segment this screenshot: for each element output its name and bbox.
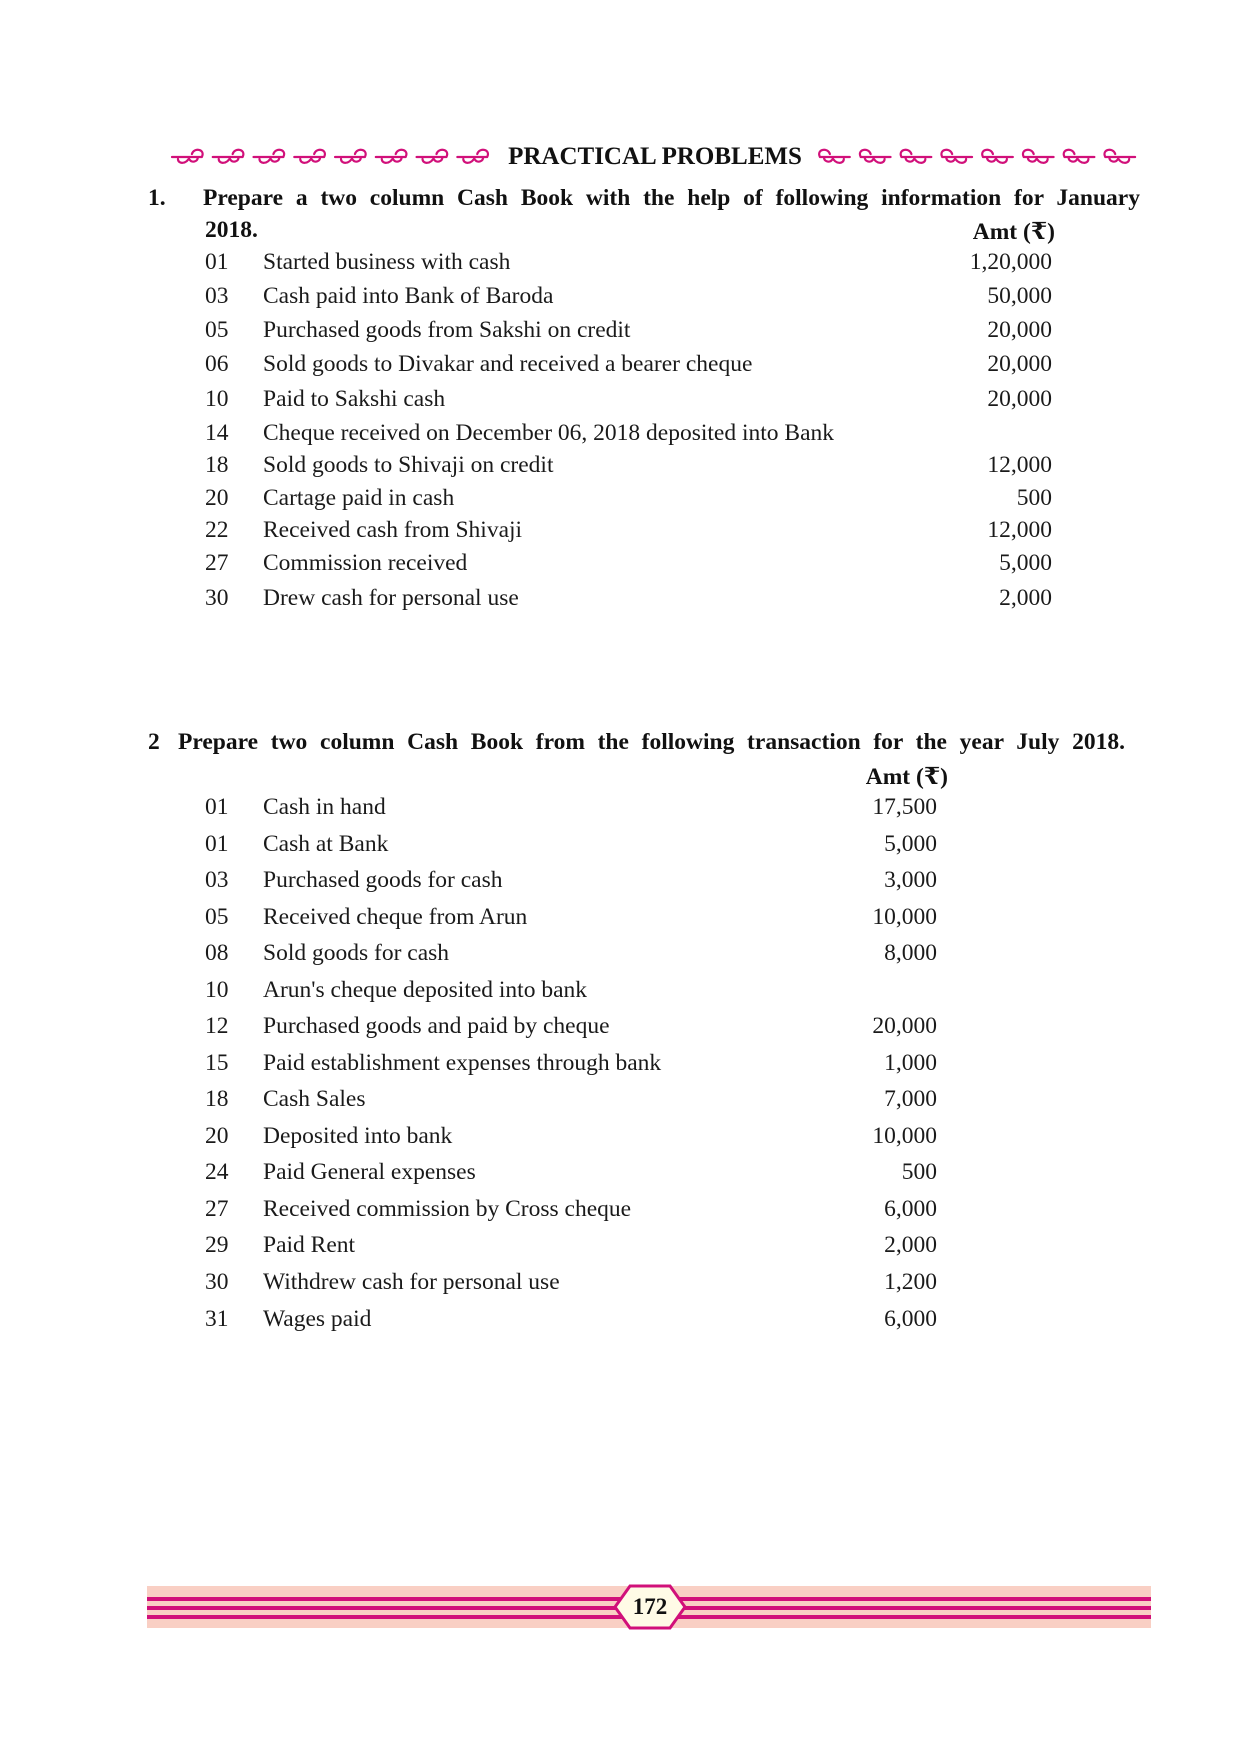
transaction-amount: 20,000 <box>987 386 1052 412</box>
transaction-date: 30 <box>205 585 229 611</box>
transaction-amount: 12,000 <box>987 517 1052 543</box>
problem-2-transaction-row <box>205 1155 937 1189</box>
transaction-description: Purchased goods from Sakshi on credit <box>263 317 631 343</box>
transaction-amount: 50,000 <box>987 283 1052 309</box>
problem-2-transaction-row <box>205 1082 937 1116</box>
transaction-description: Cash paid into Bank of Baroda <box>263 283 554 309</box>
problem-1-number: 1. <box>148 185 166 211</box>
transaction-amount: 10,000 <box>872 1123 937 1149</box>
transaction-amount: 20,000 <box>987 317 1052 343</box>
problem-2-transaction-row <box>205 1265 937 1299</box>
transaction-amount: 20,000 <box>872 1013 937 1039</box>
problem-2-transaction-row <box>205 900 937 934</box>
problem-2-amount-header: Amt (₹) <box>865 764 948 790</box>
transaction-amount: 20,000 <box>987 351 1052 377</box>
section-title: PRACTICAL PROBLEMS <box>508 143 802 170</box>
transaction-date: 27 <box>205 1196 229 1222</box>
transaction-description: Cheque received on December 06, 2018 deposited into Bank <box>263 420 835 446</box>
transaction-date: 05 <box>205 317 229 343</box>
transaction-description: Received commission by Cross cheque <box>263 1196 632 1222</box>
transaction-date: 03 <box>205 283 229 309</box>
problem-1-transaction-row <box>205 416 1052 450</box>
transaction-date: 01 <box>205 249 229 275</box>
problem-1-transaction-row <box>205 546 1052 580</box>
transaction-date: 20 <box>205 485 229 511</box>
transaction-amount: 1,200 <box>884 1269 937 1295</box>
transaction-description: Sold goods for cash <box>263 940 450 966</box>
transaction-description: Purchased goods and paid by cheque <box>263 1013 610 1039</box>
transaction-description: Drew cash for personal use <box>263 585 519 611</box>
problem-2-text: Prepare two column Cash Book from the following transaction for the year July 2018. <box>178 729 1125 755</box>
problem-2-number: 2 <box>148 729 160 755</box>
transaction-description: Withdrew cash for personal use <box>263 1269 560 1295</box>
transaction-date: 30 <box>205 1269 229 1295</box>
problem-1-transaction-row <box>205 448 1052 482</box>
transaction-description: Paid to Sakshi cash <box>263 386 446 412</box>
transaction-amount: 3,000 <box>884 867 937 893</box>
section-heading <box>170 140 1140 174</box>
transaction-description: Purchased goods for cash <box>263 867 503 893</box>
transaction-amount: 6,000 <box>884 1306 937 1332</box>
transaction-date: 29 <box>205 1232 229 1258</box>
transaction-description: Paid establishment expenses through bank <box>263 1050 662 1076</box>
transaction-description: Started business with cash <box>263 249 511 275</box>
scroll-ornament-right-icon <box>812 145 1140 169</box>
transaction-date: 22 <box>205 517 229 543</box>
transaction-amount: 10,000 <box>872 904 937 930</box>
transaction-amount: 2,000 <box>999 585 1052 611</box>
problem-2-transaction-row <box>205 936 937 970</box>
problem-2-transaction-row <box>205 790 937 824</box>
problem-1-text-continued: 2018. <box>205 217 258 243</box>
transaction-date: 18 <box>205 452 229 478</box>
problem-2-transaction-row <box>205 1119 937 1153</box>
transaction-amount: 5,000 <box>884 831 937 857</box>
transaction-amount: 17,500 <box>872 794 937 820</box>
transaction-date: 05 <box>205 904 229 930</box>
transaction-date: 27 <box>205 550 229 576</box>
transaction-date: 06 <box>205 351 229 377</box>
transaction-description: Arun's cheque deposited into bank <box>263 977 588 1003</box>
transaction-date: 18 <box>205 1086 229 1112</box>
transaction-amount: 2,000 <box>884 1232 937 1258</box>
problem-2-transaction-row <box>205 1046 937 1080</box>
problem-1-transaction-row <box>205 347 1052 381</box>
problem-2-transaction-row <box>205 1192 937 1226</box>
problem-2-transaction-row <box>205 1228 937 1262</box>
transaction-date: 10 <box>205 977 229 1003</box>
transaction-amount: 1,20,000 <box>969 249 1052 275</box>
problem-1-transaction-row <box>205 382 1052 416</box>
problem-1-transaction-row <box>205 481 1052 515</box>
transaction-description: Sold goods to Shivaji on credit <box>263 452 554 478</box>
problem-1-text: Prepare a two column Cash Book with the help of following information for January <box>203 185 1140 211</box>
transaction-description: Cash in hand <box>263 794 386 820</box>
transaction-description: Cash at Bank <box>263 831 389 857</box>
scroll-ornament-left-icon <box>170 145 498 169</box>
problem-1-transaction-row <box>205 279 1052 313</box>
transaction-date: 24 <box>205 1159 229 1185</box>
transaction-date: 03 <box>205 867 229 893</box>
problem-1-transaction-row <box>205 313 1052 347</box>
transaction-amount: 1,000 <box>884 1050 937 1076</box>
transaction-description: Received cash from Shivaji <box>263 517 523 543</box>
transaction-date: 10 <box>205 386 229 412</box>
problem-2-transaction-row <box>205 973 937 1007</box>
transaction-date: 01 <box>205 831 229 857</box>
transaction-date: 01 <box>205 794 229 820</box>
problem-1-amount-header: Amt (₹) <box>972 219 1055 245</box>
transaction-description: Received cheque from Arun <box>263 904 528 930</box>
transaction-description: Paid Rent <box>263 1232 356 1258</box>
problem-1-transaction-row <box>205 513 1052 547</box>
transaction-amount: 12,000 <box>987 452 1052 478</box>
transaction-date: 20 <box>205 1123 229 1149</box>
transaction-date: 12 <box>205 1013 229 1039</box>
problem-1-transaction-row <box>205 581 1052 615</box>
transaction-description: Deposited into bank <box>263 1123 453 1149</box>
problem-2-transaction-row <box>205 1302 937 1336</box>
problem-2-transaction-row <box>205 827 937 861</box>
problem-2-transaction-row <box>205 1009 937 1043</box>
problem-1-transaction-row <box>205 245 1052 279</box>
transaction-description: Wages paid <box>263 1306 372 1332</box>
transaction-description: Cartage paid in cash <box>263 485 455 511</box>
transaction-date: 14 <box>205 420 229 446</box>
transaction-date: 15 <box>205 1050 229 1076</box>
transaction-amount: 500 <box>901 1159 937 1185</box>
transaction-date: 08 <box>205 940 229 966</box>
transaction-description: Cash Sales <box>263 1086 366 1112</box>
transaction-amount: 6,000 <box>884 1196 937 1222</box>
transaction-date: 31 <box>205 1306 229 1332</box>
transaction-amount: 5,000 <box>999 550 1052 576</box>
transaction-amount: 8,000 <box>884 940 937 966</box>
transaction-description: Paid General expenses <box>263 1159 476 1185</box>
transaction-amount: 500 <box>1016 485 1052 511</box>
transaction-description: Commission received <box>263 550 468 576</box>
problem-2-transaction-row <box>205 863 937 897</box>
page-number: 172 <box>632 1594 668 1619</box>
transaction-amount: 7,000 <box>884 1086 937 1112</box>
transaction-description: Sold goods to Divakar and received a bearer cheque <box>263 351 753 377</box>
